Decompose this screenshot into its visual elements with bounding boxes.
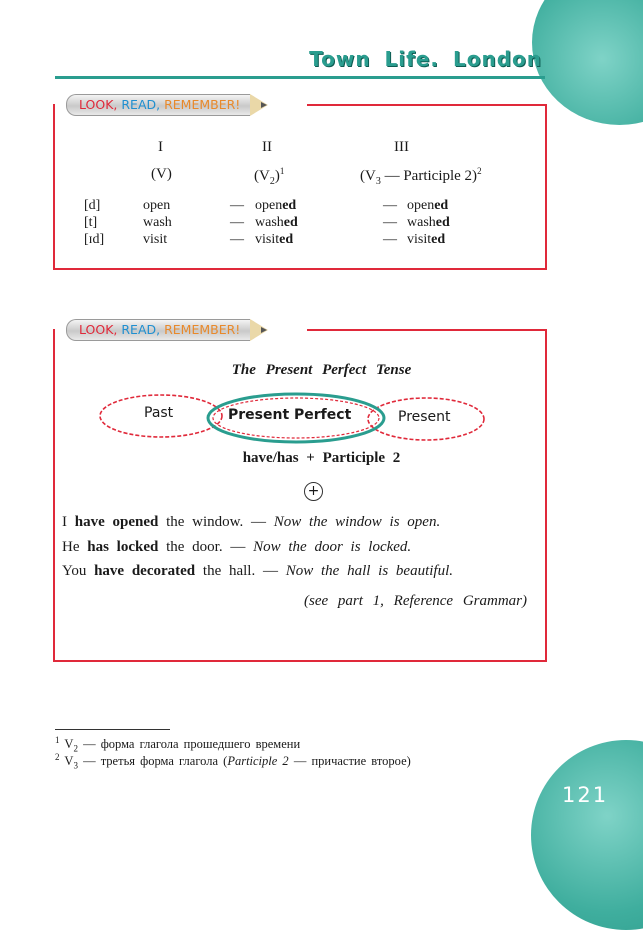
dash: — bbox=[383, 215, 397, 230]
banner-read: READ, bbox=[121, 97, 161, 112]
plus-circle-icon: + bbox=[304, 482, 323, 501]
sound-t: [t] bbox=[84, 215, 98, 230]
dash: — bbox=[230, 215, 244, 230]
label-present-perfect: Present Perfect bbox=[228, 407, 352, 423]
col-sub-v2: $(V_2)^1$ bbox=[254, 166, 285, 187]
footnote-1: $^1$ $V_2$ — форма глагола прошедшего времени bbox=[55, 735, 301, 754]
label-present: Present bbox=[398, 409, 451, 425]
banner-read: READ, bbox=[121, 322, 161, 337]
dash: — bbox=[230, 232, 244, 247]
v2-visited: visited bbox=[255, 232, 294, 247]
example-1: I have opened the window. — Now the window is open. bbox=[62, 514, 441, 530]
v3-opened: opened bbox=[407, 198, 449, 213]
banner-remember: REMEMBER! bbox=[164, 97, 241, 112]
v2-opened: opened bbox=[255, 198, 297, 213]
base-wash: wash bbox=[143, 215, 172, 230]
label-past: Past bbox=[144, 405, 174, 421]
dash: — bbox=[230, 198, 244, 213]
v3-visited: visited bbox=[407, 232, 446, 247]
base-open: open bbox=[143, 198, 171, 213]
example-2: He has locked the door. — Now the door is locked. bbox=[62, 539, 412, 555]
formula: have/has + Participle 2 bbox=[242, 450, 401, 466]
reference-note: (see part 1, Reference Grammar) bbox=[304, 593, 527, 609]
col-head-2: II bbox=[262, 139, 272, 155]
banner-look: LOOK, bbox=[79, 322, 118, 337]
col-head-1: I bbox=[158, 139, 163, 155]
sound-d: [d] bbox=[84, 198, 101, 213]
example-3: You have decorated the hall. — Now the hall is beautiful. bbox=[62, 563, 453, 579]
col-sub-v: (V) bbox=[151, 166, 172, 182]
footnote-2: $^2$ $V_3$ — третья форма глагола (Participle 2 — причастие второе) bbox=[55, 752, 411, 771]
col-head-3: III bbox=[394, 139, 409, 155]
banner-remember: REMEMBER! bbox=[164, 322, 241, 337]
v3-washed: washed bbox=[407, 215, 450, 230]
banner-look: LOOK, bbox=[79, 97, 118, 112]
v2-washed: washed bbox=[255, 215, 298, 230]
dash: — bbox=[383, 232, 397, 247]
col-sub-v3: ($V_3$ — Participle 2)$^2$ bbox=[360, 166, 482, 187]
sound-id: [ɪd] bbox=[84, 232, 105, 247]
page-title: Town Life. London bbox=[309, 47, 542, 71]
dash: — bbox=[383, 198, 397, 213]
base-visit: visit bbox=[143, 232, 168, 247]
tense-title: The Present Perfect Tense bbox=[231, 362, 412, 378]
page-number: 121 bbox=[562, 783, 609, 807]
footnote-rule bbox=[55, 729, 170, 730]
